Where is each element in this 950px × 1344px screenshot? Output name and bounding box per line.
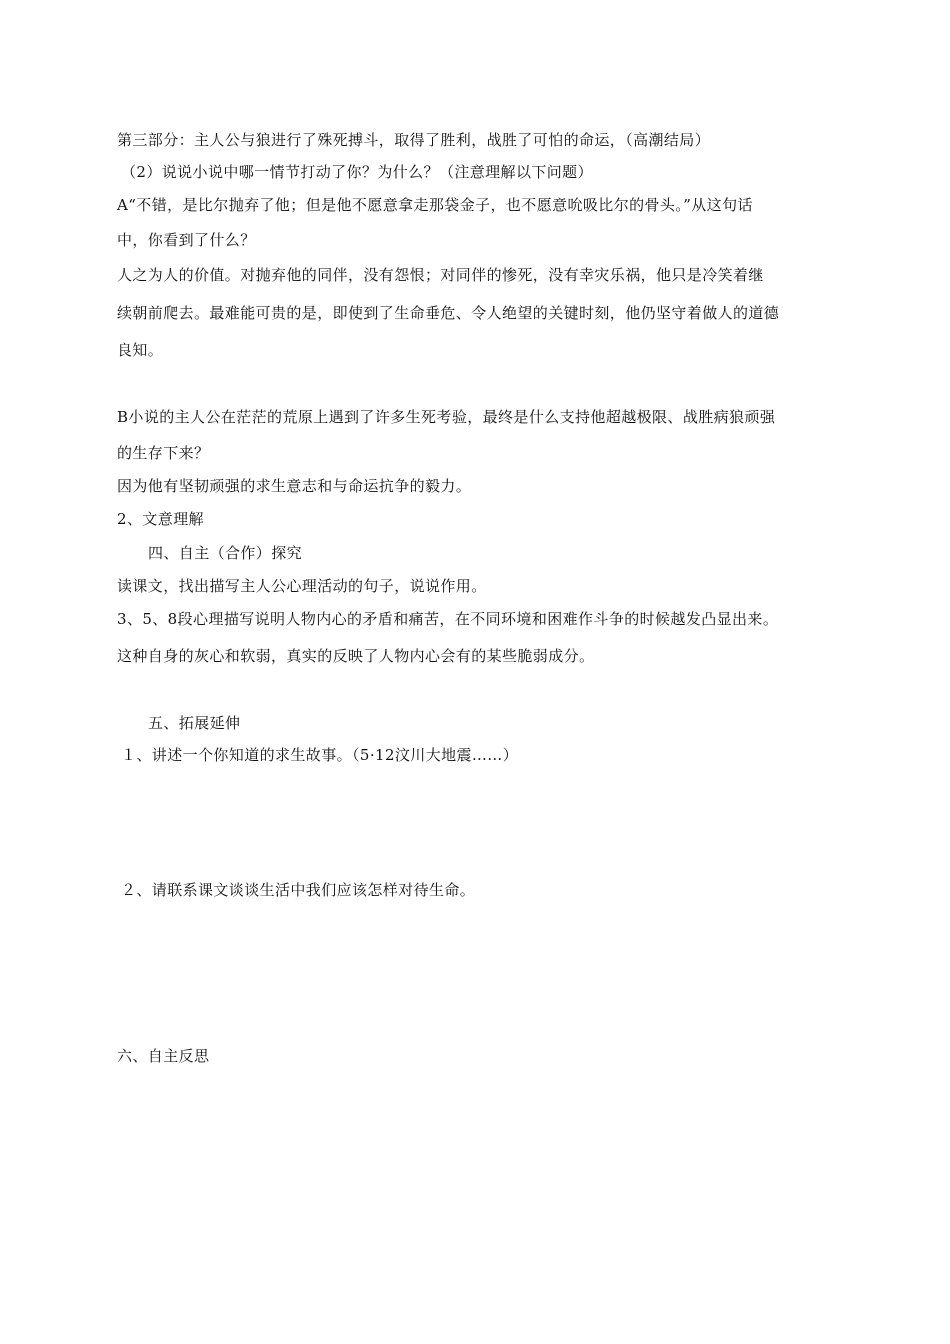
answer-a-line-1: 人之为人的价值。对抛弃他的同伴，没有怨恨；对同伴的惨死，没有幸灾乐祸，他只是冷笑着继 [117,266,764,284]
question-2: （2）说说小说中哪一情节打动了你？为什么？（注意理解以下问题） [121,163,593,181]
question-a-line-1: A“不错，是比尔抛弃了他；但是他不愿意拿走那袋金子，也不愿意吮吸比尔的骨头。”从这句话 [117,196,753,214]
part3-summary: 第三部分：主人公与狼进行了殊死搏斗，取得了胜利，战胜了可怕的命运，（高潮结局） [117,131,711,149]
section-4-heading: 四、自主（合作）探究 [148,544,303,562]
question-b-line-1: B小说的主人公在茫茫的荒原上遇到了许多生死考验，最终是什么支持他超越极限、战胜病狼顽强 [117,408,776,426]
section-4-task: 读课文，找出描写主人公心理活动的句子，说说作用。 [117,577,487,595]
answer-a-line-3: 良知。 [117,341,164,359]
section-5-heading: 五、拓展延伸 [148,714,241,732]
section-4-answer-line-1: 3、5、8段心理描写说明人物内心的矛盾和痛苦，在不同环境和困难作斗争的时候越发凸显出来。 [117,610,779,628]
question-a-line-2: 中，你看到了什么？ [117,231,256,249]
section-4-answer-line-2: 这种自身的灰心和软弱，真实的反映了人物内心会有的某些脆弱成分。 [117,647,595,665]
extension-question-1: １、讲述一个你知道的求生故事。（5·12汶川大地震……） [121,746,519,764]
section-6-heading: 六、自主反思 [117,1047,210,1065]
answer-a-line-2: 续朝前爬去。最难能可贵的是，即使到了生命垂危、令人绝望的关键时刻，他仍坚守着做人的道德 [117,304,780,322]
answer-b: 因为他有坚韧顽强的求生意志和与命运抗争的毅力。 [117,477,472,495]
question-b-line-2: 的生存下来？ [117,444,210,462]
extension-question-2: ２、请联系课文谈谈生活中我们应该怎样对待生命。 [121,881,476,899]
section-2-heading: 2、文意理解 [117,510,204,528]
